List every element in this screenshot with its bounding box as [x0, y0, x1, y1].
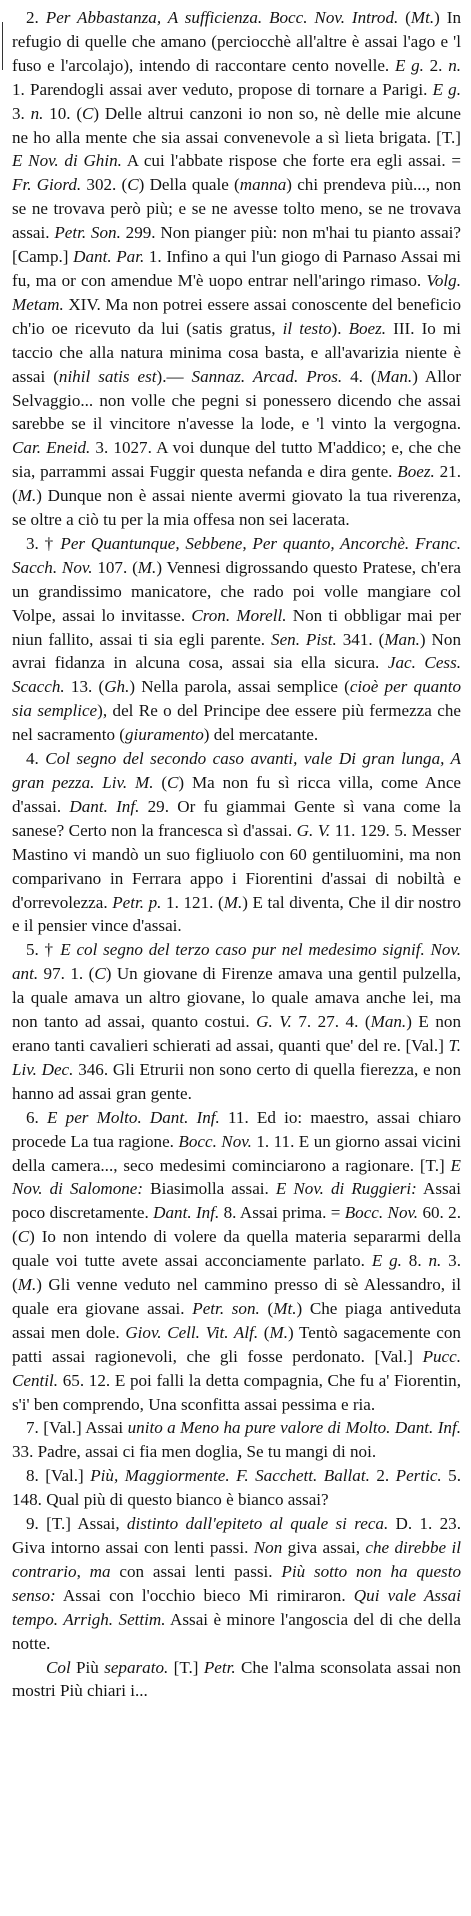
- italic-run: Dant. Par.: [73, 247, 145, 267]
- italic-run: Giov. Cell. Vit. Alf.: [125, 1322, 259, 1342]
- italic-run: Bocc. Nov.: [178, 1131, 252, 1151]
- text-run: ) Gli venne veduto nel cammino presso di sè Alessandro, il quale era giovane assai.: [12, 1275, 461, 1318]
- text-run: (: [153, 773, 168, 792]
- text-run: ) Un giovane di Firenze amava una gentil pulzella, la quale amava un altro giovane, lo quale amava anche lei, ma non tanto ad assai, quanto costui.: [12, 964, 462, 1032]
- text-run: 60. 2. (: [12, 1203, 461, 1247]
- italic-run: Per Abbastanza, A sufficienza. Bocc. Nov. Introd.: [45, 8, 399, 27]
- text-run: 6.: [26, 1107, 48, 1127]
- italic-run: Dant. Inf.: [153, 1203, 220, 1223]
- text-run: 1. 121. (: [161, 892, 224, 912]
- italic-run: Boez.: [348, 318, 387, 338]
- text-run: 8. Assai prima. =: [219, 1203, 345, 1223]
- sense-8-paragraph: [12, 1464, 461, 1512]
- sense-9-paragraph: [12, 1512, 461, 1655]
- italic-run: C: [127, 175, 139, 195]
- text-run: con assai lenti passi.: [110, 1561, 282, 1581]
- italic-run: Col segno del secondo caso avanti, vale Di gran lunga, A gran pezza. Liv. M.: [12, 749, 461, 792]
- text-run: 4.: [26, 749, 46, 769]
- text-run: Che l'alma sconsolata assai non mostri Più chiari i...: [12, 1657, 461, 1701]
- text-run: 13. (: [64, 677, 105, 697]
- text-run: Biasimolla assai.: [143, 1179, 276, 1199]
- italic-run: Per Quantunque, Sebbene, Per quanto, Ancorchè. Franc. Sacch. Nov.: [12, 533, 462, 577]
- text-run: Non ti obbligar mai per niun fallito, assai ti sia egli parente.: [12, 605, 461, 649]
- text-run: [T.]: [168, 1657, 204, 1677]
- italic-run: Col: [46, 1657, 71, 1677]
- text-run: 7. [Val.]: [26, 1418, 86, 1438]
- italic-run: unito a Meno ha pure valore di Molto. Dant. Inf.: [123, 1418, 462, 1438]
- italic-run: Fr. Giord.: [12, 175, 82, 195]
- margin-bracket: [2, 22, 3, 70]
- text-run: ) Delle altrui canzoni io non so, nè delle mie alcune ne ho alla mente che sia assai convenevole a sì lieta brigata. [T.]: [12, 103, 462, 147]
- italic-run: Più sotto non ha questo senso:: [12, 1561, 462, 1605]
- text-run: ) E tal diventa, Che il dir nostro e il pensier vince d'assai.: [12, 892, 462, 936]
- italic-run: E Nov. di Ruggieri:: [275, 1179, 417, 1199]
- italic-run: Sannaz. Arcad. Pros.: [191, 366, 343, 386]
- text-run: (: [258, 1322, 270, 1342]
- italic-run: C: [167, 773, 179, 792]
- italic-run: E g.: [371, 1251, 402, 1271]
- italic-run: distinto dall'epiteto al quale si reca.: [126, 1514, 389, 1534]
- italic-run: cioè per quanto sia semplice: [12, 677, 462, 721]
- italic-run: Gh.: [104, 677, 130, 697]
- italic-run: n.: [428, 1251, 442, 1271]
- italic-run: Jac. Cess. Scacch.: [12, 653, 461, 697]
- text-run: ) del mercatante.: [203, 725, 319, 745]
- text-run: 1. Infino a qui l'un giogo di Parnaso Assai mi fu, ma or con amendue M'è uopo entrar nell'aringo rimaso.: [12, 247, 461, 290]
- text-run: 21. (: [12, 462, 462, 506]
- sense-7-paragraph: [12, 1416, 461, 1464]
- text-run: ).: [331, 318, 349, 338]
- text-run: Assai: [85, 1418, 124, 1438]
- text-run: 299. Non pianger più: non m'hai tu pianto assai? [Camp.]: [12, 223, 461, 267]
- italic-run: G. V.: [256, 1012, 292, 1032]
- text-run: giva assai,: [282, 1538, 366, 1557]
- text-run: 3.: [12, 103, 31, 123]
- text-run: ) Dunque non è assai niente avermi giovato la tua riverenza, se oltre a ciò tu per la mia offesa non sei lacerata.: [12, 486, 461, 530]
- italic-run: C: [94, 964, 106, 984]
- text-run: XIV. Ma non potrei essere assai conoscente del beneficio ch'io oe ricevuto da lui (satis gratus,: [12, 294, 461, 338]
- italic-run: Mt.: [410, 8, 435, 27]
- text-run: ) Che piaga antiveduta assai men dole.: [12, 1298, 461, 1342]
- italic-run: Mt.: [273, 1298, 297, 1318]
- text-run: 97. 1. (: [38, 964, 95, 984]
- italic-run: Petr. son.: [192, 1298, 260, 1318]
- text-run: (: [259, 1298, 274, 1318]
- text-run: Più: [70, 1657, 105, 1677]
- italic-run: n.: [448, 55, 462, 75]
- text-run: 1. 11. E un giorno assai vicini della camera..., seco medesimi cominciarono a ragionare. [T.]: [12, 1131, 461, 1175]
- italic-run: Non: [253, 1538, 283, 1557]
- italic-run: Petr. p.: [112, 892, 162, 912]
- text-run: III. Io mi taccio che alla natura minima cosa basta, e all'avarizia niente è assai (: [12, 318, 461, 386]
- italic-run: il testo: [282, 318, 332, 338]
- text-run: D. 1. 23. Giva intorno assai con lenti passi.: [12, 1514, 461, 1557]
- text-run: 29. Or fu giammai Gente sì vana come la sanese? Certo non la francesca sì d'assai.: [12, 796, 461, 840]
- text-run: ) In refugio di quelle che amano (perciocchè all'altre è assai l'ago e 'l fuso e l'arcolajo), intendo di raccontare cento novelle.: [12, 8, 462, 75]
- text-run: ) Tentò sagacemente con patti assai ragionevoli, che gli fosse perdonato. [Val.]: [12, 1322, 461, 1366]
- italic-run: C: [17, 1227, 30, 1247]
- italic-run: E g.: [432, 79, 461, 99]
- text-run: ,: [76, 1561, 90, 1581]
- text-run: 3. (: [12, 1251, 462, 1295]
- entry-body: [12, 6, 461, 1703]
- text-run: Assai poco discretamente.: [12, 1179, 461, 1223]
- italic-run: M.: [17, 486, 37, 506]
- text-run: 2.: [26, 8, 46, 27]
- italic-run: M.: [137, 557, 157, 577]
- text-run: 7. 27. 4. (: [291, 1012, 371, 1032]
- italic-run: Car. Eneid.: [12, 438, 91, 458]
- text-run: 3. 1027. A voi dunque del tutto M'addico; e, che che sia, parrammi assai Fuggir questa nefanda e dira gente.: [12, 438, 461, 482]
- text-run: 33. Padre, assai ci fia men doglia, Se tu mangi di noi.: [12, 1442, 377, 1462]
- text-run: 1. Parendogli assai aver veduto, propose di tornare a Parigi.: [12, 79, 433, 99]
- sense-9-cont-paragraph: [12, 1656, 461, 1704]
- italic-run: separato.: [104, 1657, 169, 1677]
- text-run: 8.: [401, 1251, 429, 1271]
- italic-run: Pucc. Centil.: [12, 1346, 461, 1390]
- text-run: A cui l'abbate rispose che forte era egli assai. =: [121, 151, 461, 171]
- italic-run: T. Liv. Dec.: [12, 1035, 461, 1079]
- sense-6-paragraph: [12, 1106, 461, 1417]
- text-run: 11. 129. 5. Messer Mastino vi mandò un suo figliuolo con 60 gentiluomini, ma non comparivano in Ferrara appo i Fiorentini d'assai di nobiltà e d'orrevolezza.: [12, 820, 461, 912]
- text-run: 5. 148. Qual più di questo bianco è bianco assai?: [12, 1466, 461, 1510]
- text-run: ) Io non intendo di volere da quella materia separarmi della quale voi tutte avete assai acconciamente parlato.: [12, 1227, 461, 1271]
- text-run: 341. (: [336, 629, 385, 649]
- italic-run: Sen. Pist.: [271, 629, 337, 649]
- italic-run: Petr. Son.: [54, 223, 121, 243]
- sense-5-paragraph: [12, 938, 461, 1105]
- italic-run: giuramento: [124, 725, 204, 745]
- italic-run: Cron. Morell.: [191, 605, 287, 625]
- text-run: ) Non avrai fidanza in alcuna cosa, assai sia ella sicura.: [12, 629, 461, 673]
- italic-run: Boez.: [397, 462, 435, 482]
- text-run: 11. Ed io: maestro, assai chiaro procede La tua ragione.: [12, 1107, 462, 1151]
- text-run: ) Ma non fu sì ricca villa, come Ance d'assai.: [12, 773, 461, 816]
- text-run: ) Allor Selvaggio... non volle che pegni si ponessero dicendo che assai sarebbe se il vincitore n'avesse la lode, e 'l vinto la vergogna.: [12, 366, 461, 434]
- text-run: 3. †: [26, 533, 61, 553]
- italic-run: Man.: [384, 629, 420, 649]
- sense-2-paragraph: [12, 6, 461, 532]
- sense-3-paragraph: [12, 532, 461, 747]
- text-run: 10. (: [43, 103, 83, 123]
- text-run: ), del Re o del Principe dee essere più fermezza che nel sacramento (: [12, 701, 461, 745]
- text-run: 2.: [369, 1466, 396, 1486]
- italic-run: Qui vale Assai tempo. Arrigh. Settim.: [12, 1585, 461, 1629]
- sense-4-paragraph: [12, 747, 461, 938]
- italic-run: nihil satis est: [58, 366, 157, 386]
- italic-run: E col segno del terzo caso pur nel medesimo signif. Nov. ant.: [12, 940, 462, 984]
- italic-run: M.: [269, 1322, 288, 1342]
- text-run: ) E non erano tanti cavalieri schierati ad assai, quanti que' del re. [Val.]: [12, 1012, 462, 1055]
- text-run: 302. (: [81, 175, 128, 195]
- italic-run: G. V.: [296, 820, 331, 840]
- italic-run: ma: [89, 1561, 111, 1581]
- text-run: ) chi prendeva più..., non se ne trovava però più; e se ne avesse tolto meno, se ne trovava assai.: [12, 175, 461, 243]
- text-run: ) Nella parola, assai semplice (: [129, 677, 350, 697]
- italic-run: Pertic.: [395, 1466, 442, 1486]
- text-run: 8. [Val.]: [26, 1466, 91, 1486]
- text-run: 5. †: [26, 940, 61, 960]
- italic-run: che direbbe il contrario: [12, 1538, 461, 1581]
- text-run: ) Vennesi digrossando questo Pratese, ch'era un grandissimo manicatore, che rado poi volle mangiare col Volpe, assai lo invitasse.: [12, 557, 462, 625]
- italic-run: manna: [239, 175, 287, 195]
- italic-run: Man.: [376, 366, 413, 386]
- text-run: ).—: [156, 366, 192, 386]
- italic-run: n.: [30, 103, 44, 123]
- italic-run: C: [82, 103, 94, 123]
- italic-run: E Nov. di Salomone:: [12, 1155, 461, 1199]
- text-run: (: [398, 8, 411, 27]
- italic-run: M.: [17, 1275, 37, 1295]
- italic-run: E g.: [394, 55, 424, 75]
- text-run: 2.: [423, 55, 449, 75]
- italic-run: M.: [223, 892, 243, 912]
- text-run: 107. (: [92, 557, 138, 577]
- italic-run: Man.: [370, 1012, 407, 1032]
- italic-run: Dant. Inf.: [69, 796, 140, 816]
- text-run: 9. [T.] Assai,: [26, 1514, 127, 1534]
- italic-run: E per Molto. Dant. Inf.: [47, 1107, 220, 1127]
- italic-run: Volg. Metam.: [12, 270, 461, 314]
- italic-run: E Nov. di Ghin.: [12, 151, 122, 171]
- italic-run: Bocc. Nov.: [344, 1203, 419, 1223]
- text-run: 346. Gli Etrurii non sono certo di quella fierezza, e non hanno ad assai gran gente.: [12, 1059, 461, 1103]
- text-run: Assai con l'occhio bieco Mi rimiraron.: [55, 1585, 354, 1605]
- italic-run: Petr.: [203, 1657, 236, 1677]
- text-run: 4. (: [342, 366, 377, 386]
- text-run: Assai è minore l'angoscia del di che della notte.: [12, 1609, 461, 1653]
- text-run: ) Della quale (: [138, 175, 240, 195]
- italic-run: Più, Maggiormente. F. Sacchett. Ballat.: [90, 1466, 370, 1486]
- text-run: 65. 12. E poi falli la detta compagnia, Che fu a' Fiorentin, s'i' ben comprendo, Una sconfitta assai pessima e ria.: [12, 1370, 461, 1414]
